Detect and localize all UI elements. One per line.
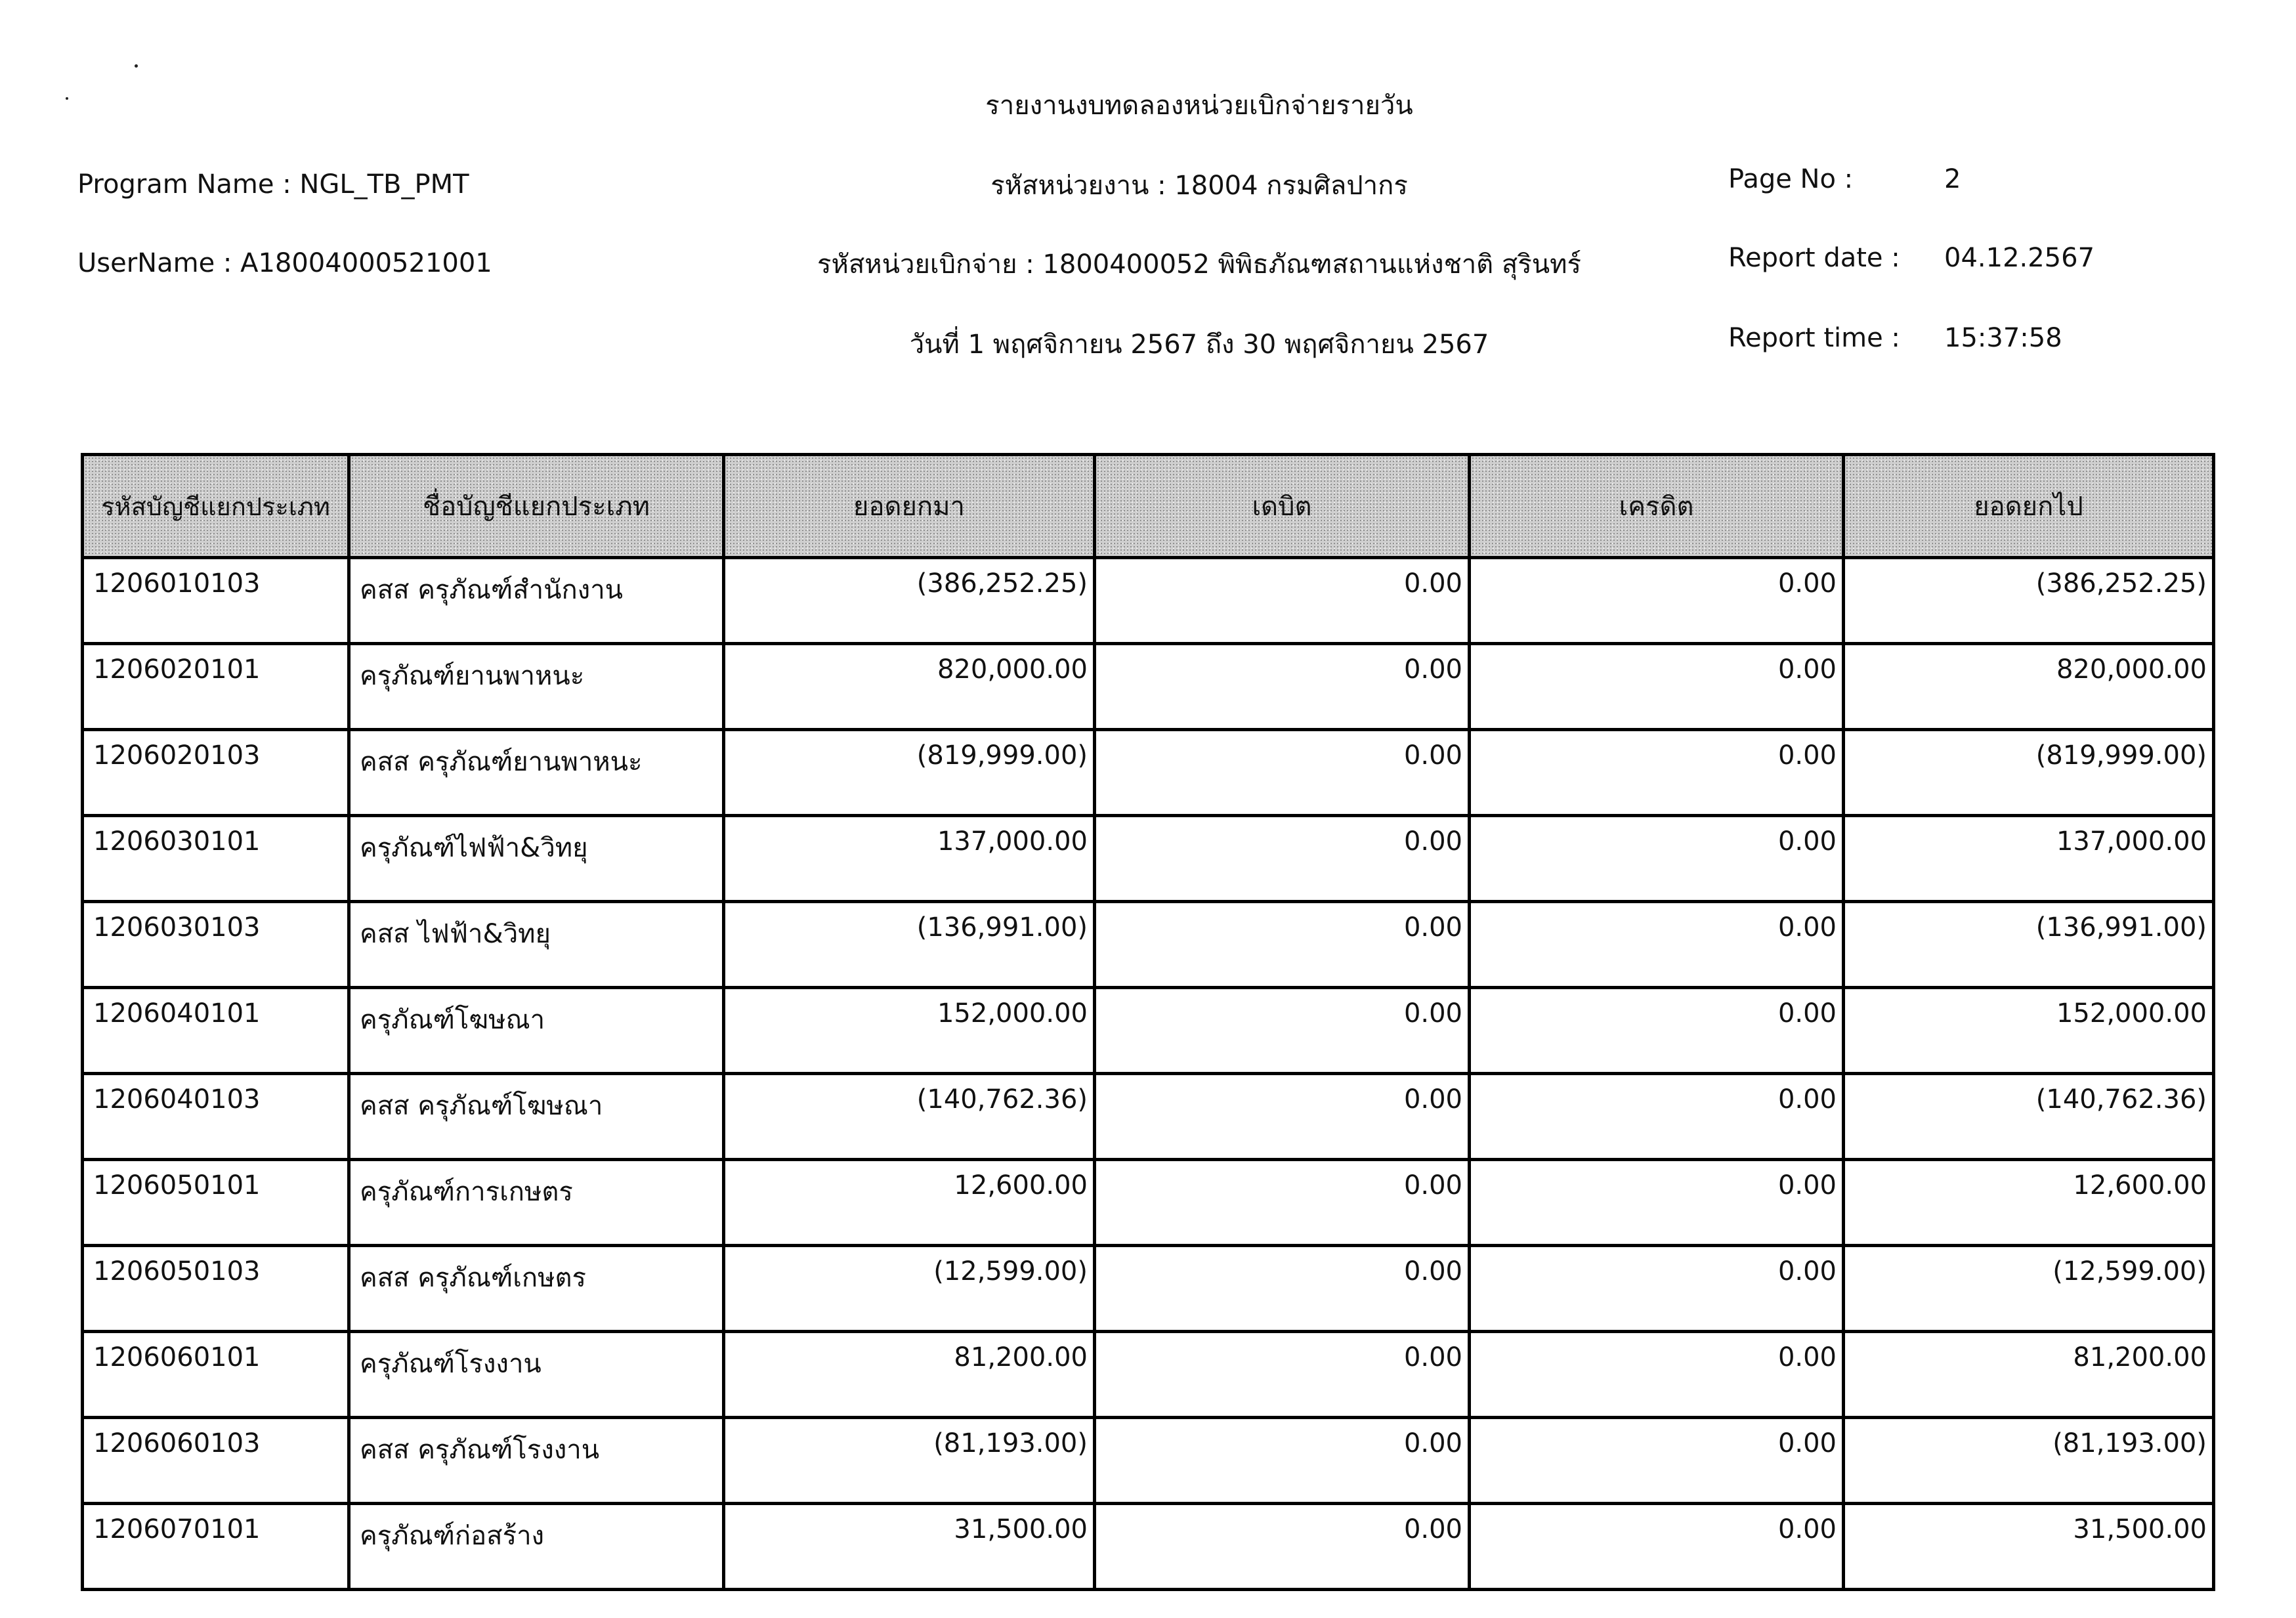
account-name: คสส ครุภัณฑ์เกษตร — [349, 1246, 724, 1332]
closing-balance: 820,000.00 — [1844, 644, 2214, 730]
col-header-closing-balance: ยอดยกไป — [1844, 455, 2214, 558]
credit: 0.00 — [1470, 1504, 1844, 1590]
username: UserName : A18004000521001 — [77, 248, 492, 278]
report-date-value: 04.12.2567 — [1944, 243, 2095, 273]
col-header-debit: เดบิต — [1095, 455, 1470, 558]
debit: 0.00 — [1095, 1160, 1470, 1246]
col-header-opening-balance: ยอดยกมา — [724, 455, 1095, 558]
table-row — [83, 1504, 2214, 1590]
opening-balance: 81,200.00 — [724, 1332, 1095, 1418]
opening-balance: 137,000.00 — [724, 816, 1095, 902]
credit: 0.00 — [1470, 988, 1844, 1074]
col-header-account-name: ชื่อบัญชีแยกประเภท — [349, 455, 724, 558]
account-name: ครุภัณฑ์ก่อสร้าง — [349, 1504, 724, 1590]
credit: 0.00 — [1470, 1246, 1844, 1332]
account-code: 1206020103 — [83, 730, 349, 816]
opening-balance: (81,193.00) — [724, 1418, 1095, 1504]
scan-speck — [135, 64, 138, 68]
closing-balance: 31,500.00 — [1844, 1504, 2214, 1590]
report-title: รายงานงบทดลองหน่วยเบิกจ่ายรายวัน — [985, 91, 1413, 121]
account-code: 1206040101 — [83, 988, 349, 1074]
opening-balance: (819,999.00) — [724, 730, 1095, 816]
table-row — [83, 730, 2214, 816]
scan-speck — [66, 97, 68, 100]
opening-balance: (140,762.36) — [724, 1074, 1095, 1160]
credit: 0.00 — [1470, 816, 1844, 902]
agency-line: รหัสหน่วยงาน : 18004 กรมศิลปากร — [990, 171, 1408, 201]
disbursing-unit-line: รหัสหน่วยเบิกจ่าย : 1800400052 พิพิธภัณฑสถานแห่งชาติ สุรินทร์ — [817, 249, 1581, 280]
closing-balance: 137,000.00 — [1844, 816, 2214, 902]
debit: 0.00 — [1095, 816, 1470, 902]
closing-balance: (386,252.25) — [1844, 558, 2214, 644]
account-code: 1206070101 — [83, 1504, 349, 1590]
report-time-label: Report time : — [1728, 323, 1900, 353]
closing-balance: 12,600.00 — [1844, 1160, 2214, 1246]
account-code: 1206010103 — [83, 558, 349, 644]
account-name: คสส ครุภัณฑ์โฆษณา — [349, 1074, 724, 1160]
table-row — [83, 902, 2214, 988]
table-row — [83, 644, 2214, 730]
debit: 0.00 — [1095, 1504, 1470, 1590]
opening-balance: 31,500.00 — [724, 1504, 1095, 1590]
report-date-label: Report date : — [1728, 243, 1900, 273]
debit: 0.00 — [1095, 1246, 1470, 1332]
credit: 0.00 — [1470, 1160, 1844, 1246]
closing-balance: (81,193.00) — [1844, 1418, 2214, 1504]
account-name: ครุภัณฑ์การเกษตร — [349, 1160, 724, 1246]
table-row — [83, 1332, 2214, 1418]
account-code: 1206050101 — [83, 1160, 349, 1246]
account-code: 1206020101 — [83, 644, 349, 730]
col-header-account-code: รหัสบัญชีแยกประเภท — [83, 455, 349, 558]
debit: 0.00 — [1095, 730, 1470, 816]
page-no-value: 2 — [1944, 164, 1961, 194]
closing-balance: (819,999.00) — [1844, 730, 2214, 816]
account-name: คสส ครุภัณฑ์โรงงาน — [349, 1418, 724, 1504]
table-row — [83, 988, 2214, 1074]
account-code: 1206060103 — [83, 1418, 349, 1504]
program-name: Program Name : NGL_TB_PMT — [77, 169, 469, 200]
credit: 0.00 — [1470, 730, 1844, 816]
credit: 0.00 — [1470, 1332, 1844, 1418]
debit: 0.00 — [1095, 902, 1470, 988]
closing-balance: (12,599.00) — [1844, 1246, 2214, 1332]
account-name: ครุภัณฑ์ยานพาหนะ — [349, 644, 724, 730]
closing-balance: (140,762.36) — [1844, 1074, 2214, 1160]
account-code: 1206050103 — [83, 1246, 349, 1332]
report-time-value: 15:37:58 — [1944, 323, 2062, 353]
account-name: คสส ครุภัณฑ์ยานพาหนะ — [349, 730, 724, 816]
account-name: คสส ไฟฟ้า&วิทยุ — [349, 902, 724, 988]
col-header-credit: เครดิต — [1470, 455, 1844, 558]
credit: 0.00 — [1470, 644, 1844, 730]
debit: 0.00 — [1095, 644, 1470, 730]
period-line: วันที่ 1 พฤศจิกายน 2567 ถึง 30 พฤศจิกายน 2567 — [909, 330, 1489, 360]
account-name: คสส ครุภัณฑ์สำนักงาน — [349, 558, 724, 644]
account-code: 1206040103 — [83, 1074, 349, 1160]
table-row — [83, 1074, 2214, 1160]
table-row — [83, 816, 2214, 902]
table-row — [83, 1246, 2214, 1332]
debit: 0.00 — [1095, 1418, 1470, 1504]
page-no-label: Page No : — [1728, 164, 1854, 194]
closing-balance: 81,200.00 — [1844, 1332, 2214, 1418]
opening-balance: (12,599.00) — [724, 1246, 1095, 1332]
credit: 0.00 — [1470, 1074, 1844, 1160]
debit: 0.00 — [1095, 1332, 1470, 1418]
account-name: ครุภัณฑ์โฆษณา — [349, 988, 724, 1074]
opening-balance: (136,991.00) — [724, 902, 1095, 988]
table-row — [83, 1418, 2214, 1504]
opening-balance: 12,600.00 — [724, 1160, 1095, 1246]
closing-balance: 152,000.00 — [1844, 988, 2214, 1074]
debit: 0.00 — [1095, 988, 1470, 1074]
account-name: ครุภัณฑ์ไฟฟ้า&วิทยุ — [349, 816, 724, 902]
opening-balance: (386,252.25) — [724, 558, 1095, 644]
credit: 0.00 — [1470, 558, 1844, 644]
credit: 0.00 — [1470, 902, 1844, 988]
debit: 0.00 — [1095, 1074, 1470, 1160]
account-code: 1206030103 — [83, 902, 349, 988]
opening-balance: 152,000.00 — [724, 988, 1095, 1074]
debit: 0.00 — [1095, 558, 1470, 644]
trial-balance-table — [81, 453, 2215, 1591]
table-row — [83, 558, 2214, 644]
table-row — [83, 1160, 2214, 1246]
closing-balance: (136,991.00) — [1844, 902, 2214, 988]
account-code: 1206030101 — [83, 816, 349, 902]
table-header-row — [83, 455, 2214, 558]
credit: 0.00 — [1470, 1418, 1844, 1504]
account-code: 1206060101 — [83, 1332, 349, 1418]
account-name: ครุภัณฑ์โรงงาน — [349, 1332, 724, 1418]
opening-balance: 820,000.00 — [724, 644, 1095, 730]
